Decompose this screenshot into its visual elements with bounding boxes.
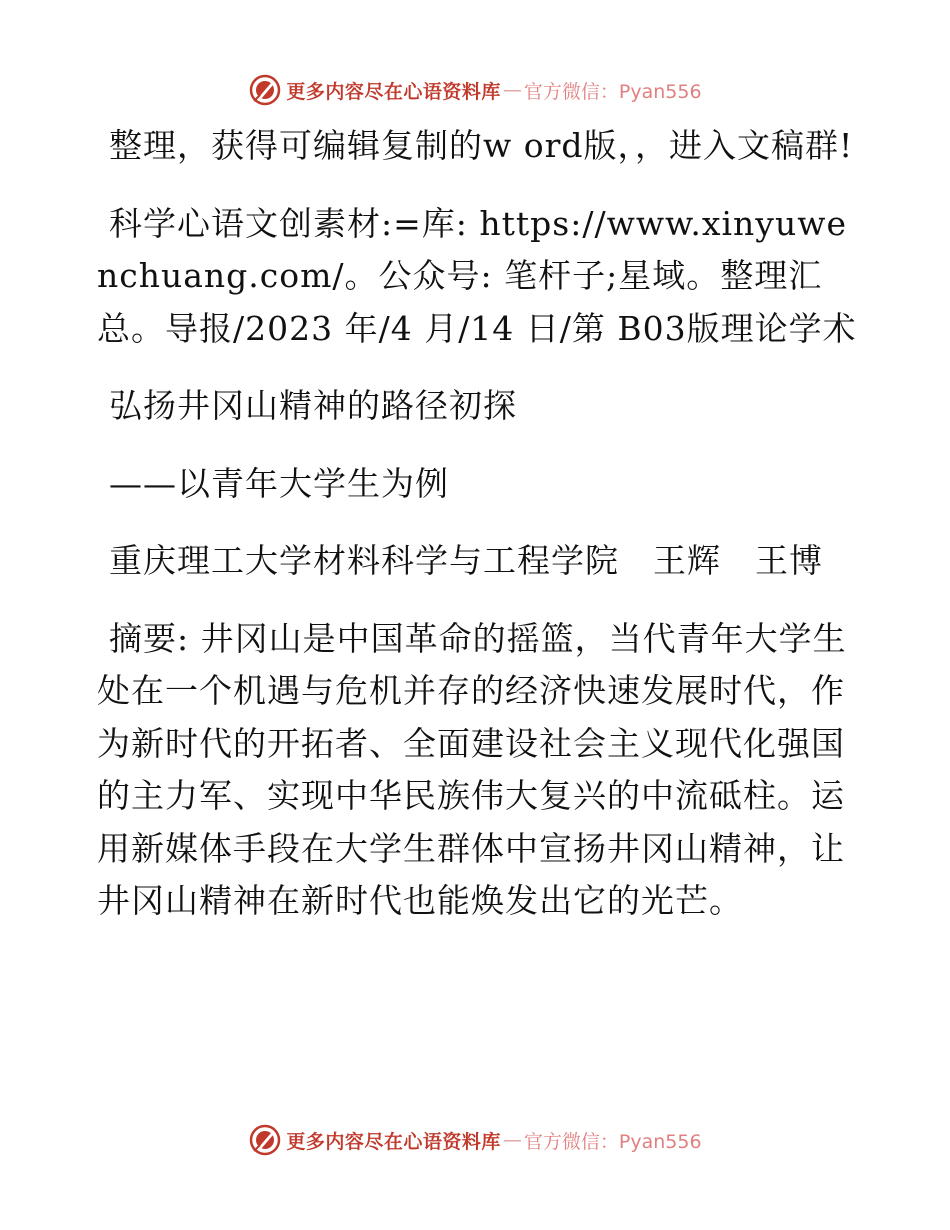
banner-main-text: 更多内容尽在心语资料库 [286,80,501,103]
source-paragraph: 科学心语文创素材:=库: https://www.xinyuwenchuang.com/。公众号: 笔杆子;星域。整理汇总。导报/2023 年/4 月/14 日/第 B03版理论学术 [97,203,857,348]
banner-main-text: 更多内容尽在心语资料库 [286,1130,501,1153]
banner-wechat-text: 官方微信：Pyan556 [523,1130,702,1153]
footer-watermark-banner [0,1120,950,1160]
pen-logo-icon [248,73,282,107]
article-subtitle: ——以青年大学生为例 [109,463,449,503]
document-body [97,120,857,953]
pen-logo-icon [248,1123,282,1157]
banner-wechat-text: 官方微信：Pyan556 [523,80,702,103]
header-watermark-banner [0,70,950,110]
banner-dash: — [502,79,522,101]
intro-paragraph: 整理，获得可编辑复制的w ord版，，进入文稿群! [109,126,854,165]
author-line: 重庆理工大学材料科学与工程学院 王辉 王博 [109,541,823,580]
abstract-paragraph: 摘要: 井冈山是中国革命的摇篮，当代青年大学生处在一个机遇与危机并存的经济快速发展时代，作为新时代的开拓者、全面建设社会主义现代化强国的主力军、实现中华民族伟大复兴的中流砥柱。运用新媒体手段在大学生群体中宣扬井冈山精神，让井冈山精神在新时代也能焕发出它的光芒。 [97,618,847,920]
banner-dash: — [502,1129,522,1151]
article-title: 弘扬井冈山精神的路径初探 [109,386,517,425]
